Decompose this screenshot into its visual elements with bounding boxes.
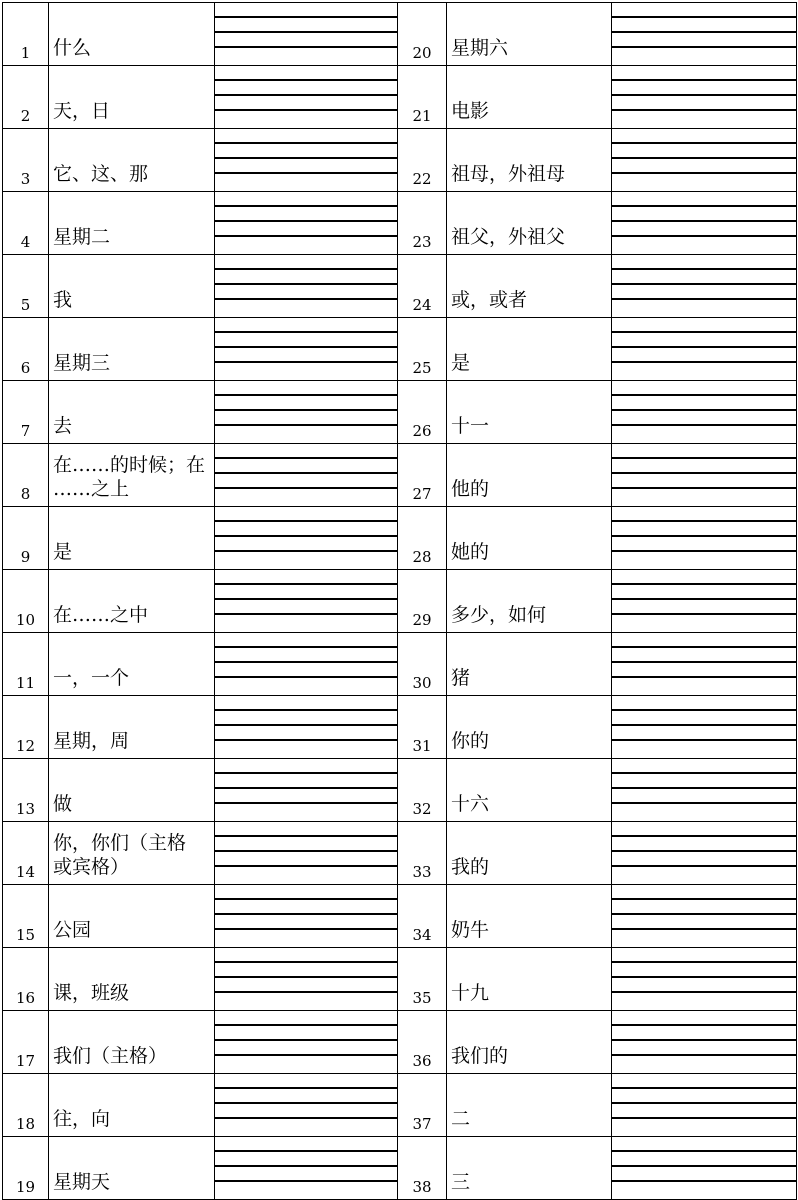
chinese-word: 多少，如何 xyxy=(447,570,612,633)
writing-line xyxy=(612,285,796,300)
item-number: 9 xyxy=(3,507,49,570)
answer-writing-area[interactable] xyxy=(612,507,797,570)
writing-line xyxy=(612,570,796,585)
writing-line xyxy=(612,930,796,945)
item-number: 22 xyxy=(398,129,447,192)
writing-line xyxy=(612,18,796,33)
writing-line xyxy=(612,363,796,378)
writing-line xyxy=(612,552,796,567)
writing-line xyxy=(215,1056,397,1071)
item-number: 1 xyxy=(3,3,49,66)
answer-writing-area[interactable] xyxy=(612,948,797,1011)
writing-line xyxy=(215,948,397,963)
chinese-word: 你的 xyxy=(447,696,612,759)
vocabulary-worksheet xyxy=(2,2,797,1200)
table-row xyxy=(3,822,797,885)
writing-line xyxy=(612,66,796,81)
table-row xyxy=(3,570,797,633)
chinese-word: 什么 xyxy=(49,3,215,66)
writing-line xyxy=(612,489,796,504)
chinese-word: 星期六 xyxy=(447,3,612,66)
writing-line xyxy=(215,159,397,174)
writing-line xyxy=(612,96,796,111)
writing-line xyxy=(612,300,796,315)
chinese-word: 十六 xyxy=(447,759,612,822)
answer-writing-area[interactable] xyxy=(215,507,398,570)
writing-line xyxy=(215,1074,397,1089)
item-number: 2 xyxy=(3,66,49,129)
answer-writing-area[interactable] xyxy=(215,3,398,66)
item-number: 28 xyxy=(398,507,447,570)
writing-line xyxy=(215,207,397,222)
writing-line xyxy=(612,255,796,270)
item-number: 31 xyxy=(398,696,447,759)
writing-line xyxy=(215,585,397,600)
chinese-word: 星期二 xyxy=(49,192,215,255)
writing-line xyxy=(612,837,796,852)
answer-writing-area[interactable] xyxy=(215,570,398,633)
writing-line xyxy=(215,804,397,819)
writing-line xyxy=(612,33,796,48)
writing-line xyxy=(215,285,397,300)
chinese-word: 二 xyxy=(447,1074,612,1137)
writing-line xyxy=(215,411,397,426)
writing-line xyxy=(612,759,796,774)
writing-line xyxy=(612,144,796,159)
answer-writing-area[interactable] xyxy=(215,129,398,192)
writing-line xyxy=(612,948,796,963)
writing-line xyxy=(215,300,397,315)
answer-writing-area[interactable] xyxy=(215,633,398,696)
answer-writing-area[interactable] xyxy=(215,318,398,381)
item-number: 26 xyxy=(398,381,447,444)
writing-line xyxy=(612,3,796,18)
writing-line xyxy=(612,474,796,489)
writing-line xyxy=(215,1011,397,1026)
answer-writing-area[interactable] xyxy=(612,129,797,192)
answer-writing-area[interactable] xyxy=(215,444,398,507)
chinese-word: 奶牛 xyxy=(447,885,612,948)
writing-line xyxy=(215,537,397,552)
answer-writing-area[interactable] xyxy=(612,1011,797,1074)
item-number: 3 xyxy=(3,129,49,192)
writing-line xyxy=(215,759,397,774)
chinese-word: 三 xyxy=(447,1137,612,1200)
writing-line xyxy=(612,600,796,615)
writing-line xyxy=(215,978,397,993)
writing-line xyxy=(612,381,796,396)
chinese-word: 公园 xyxy=(49,885,215,948)
chinese-word: 电影 xyxy=(447,66,612,129)
writing-line xyxy=(612,1041,796,1056)
chinese-word: 我们的 xyxy=(447,1011,612,1074)
item-number: 35 xyxy=(398,948,447,1011)
writing-line xyxy=(215,489,397,504)
writing-line xyxy=(612,522,796,537)
item-number: 14 xyxy=(3,822,49,885)
item-number: 38 xyxy=(398,1137,447,1200)
writing-line xyxy=(215,192,397,207)
writing-line xyxy=(215,1167,397,1182)
chinese-word: 祖母，外祖母 xyxy=(447,129,612,192)
writing-line xyxy=(215,81,397,96)
writing-line xyxy=(612,741,796,756)
writing-line xyxy=(612,237,796,252)
writing-line xyxy=(612,726,796,741)
table-row xyxy=(3,381,797,444)
writing-line xyxy=(612,822,796,837)
writing-line xyxy=(612,1011,796,1026)
writing-line xyxy=(215,459,397,474)
writing-line xyxy=(215,222,397,237)
writing-line xyxy=(215,444,397,459)
writing-line xyxy=(215,1119,397,1134)
chinese-word: 往，向 xyxy=(49,1074,215,1137)
chinese-word: 星期天 xyxy=(49,1137,215,1200)
writing-line xyxy=(215,1137,397,1152)
writing-line xyxy=(612,222,796,237)
item-number: 25 xyxy=(398,318,447,381)
answer-writing-area[interactable] xyxy=(215,1011,398,1074)
item-number: 16 xyxy=(3,948,49,1011)
item-number: 7 xyxy=(3,381,49,444)
writing-line xyxy=(215,726,397,741)
table-row xyxy=(3,444,797,507)
item-number: 17 xyxy=(3,1011,49,1074)
item-number: 29 xyxy=(398,570,447,633)
chinese-word: 祖父，外祖父 xyxy=(447,192,612,255)
writing-line xyxy=(215,396,397,411)
item-number: 32 xyxy=(398,759,447,822)
item-number: 10 xyxy=(3,570,49,633)
writing-line xyxy=(612,1137,796,1152)
chinese-word: 十九 xyxy=(447,948,612,1011)
item-number: 6 xyxy=(3,318,49,381)
answer-writing-area[interactable] xyxy=(612,318,797,381)
chinese-word: 一，一个 xyxy=(49,633,215,696)
chinese-word: 你，你们（主格 或宾格） xyxy=(49,822,215,885)
item-number: 12 xyxy=(3,696,49,759)
writing-line xyxy=(612,963,796,978)
item-number: 34 xyxy=(398,885,447,948)
writing-line xyxy=(612,1152,796,1167)
chinese-word: 十一 xyxy=(447,381,612,444)
writing-line xyxy=(215,1026,397,1041)
writing-line xyxy=(215,741,397,756)
answer-writing-area[interactable] xyxy=(612,570,797,633)
writing-line xyxy=(215,363,397,378)
chinese-word: 做 xyxy=(49,759,215,822)
answer-writing-area[interactable] xyxy=(612,3,797,66)
item-number: 27 xyxy=(398,444,447,507)
table-row xyxy=(3,696,797,759)
writing-line xyxy=(215,867,397,882)
writing-line xyxy=(612,426,796,441)
writing-line xyxy=(215,18,397,33)
table-row xyxy=(3,1011,797,1074)
answer-writing-area[interactable] xyxy=(612,1074,797,1137)
answer-writing-area[interactable] xyxy=(612,444,797,507)
writing-line xyxy=(612,978,796,993)
table-row xyxy=(3,1137,797,1200)
item-number: 11 xyxy=(3,633,49,696)
answer-writing-area[interactable] xyxy=(215,381,398,444)
chinese-word: 在……的时候；在 ……之上 xyxy=(49,444,215,507)
chinese-word: 她的 xyxy=(447,507,612,570)
table-row xyxy=(3,129,797,192)
writing-line xyxy=(612,789,796,804)
item-number: 33 xyxy=(398,822,447,885)
writing-line xyxy=(612,1167,796,1182)
writing-line xyxy=(215,648,397,663)
item-number: 5 xyxy=(3,255,49,318)
chinese-word: 我的 xyxy=(447,822,612,885)
item-number: 23 xyxy=(398,192,447,255)
writing-line xyxy=(215,129,397,144)
writing-line xyxy=(215,993,397,1008)
writing-line xyxy=(612,81,796,96)
writing-line xyxy=(612,270,796,285)
writing-line xyxy=(215,48,397,63)
writing-line xyxy=(215,774,397,789)
writing-line xyxy=(612,459,796,474)
writing-line xyxy=(215,318,397,333)
writing-line xyxy=(215,66,397,81)
writing-line xyxy=(612,696,796,711)
writing-line xyxy=(215,1182,397,1197)
answer-writing-area[interactable] xyxy=(612,255,797,318)
writing-line xyxy=(612,774,796,789)
table-row xyxy=(3,1074,797,1137)
writing-line xyxy=(215,915,397,930)
writing-line xyxy=(215,348,397,363)
item-number: 4 xyxy=(3,192,49,255)
writing-line xyxy=(612,192,796,207)
chinese-word: 去 xyxy=(49,381,215,444)
writing-line xyxy=(612,915,796,930)
writing-line xyxy=(612,507,796,522)
item-number: 37 xyxy=(398,1074,447,1137)
writing-line xyxy=(215,381,397,396)
writing-line xyxy=(215,474,397,489)
writing-line xyxy=(215,570,397,585)
writing-line xyxy=(612,129,796,144)
chinese-word: 课，班级 xyxy=(49,948,215,1011)
writing-line xyxy=(612,1119,796,1134)
answer-writing-area[interactable] xyxy=(215,948,398,1011)
answer-writing-area[interactable] xyxy=(612,381,797,444)
item-number: 13 xyxy=(3,759,49,822)
chinese-word: 他的 xyxy=(447,444,612,507)
answer-writing-area[interactable] xyxy=(612,822,797,885)
writing-line xyxy=(612,648,796,663)
writing-line xyxy=(612,207,796,222)
writing-line xyxy=(215,789,397,804)
answer-writing-area[interactable] xyxy=(612,696,797,759)
chinese-word: 是 xyxy=(49,507,215,570)
table-row xyxy=(3,885,797,948)
writing-line xyxy=(612,1026,796,1041)
item-number: 19 xyxy=(3,1137,49,1200)
writing-line xyxy=(612,585,796,600)
writing-line xyxy=(215,885,397,900)
writing-line xyxy=(215,1041,397,1056)
chinese-word: 我 xyxy=(49,255,215,318)
writing-line xyxy=(612,111,796,126)
table-row xyxy=(3,66,797,129)
writing-line xyxy=(612,804,796,819)
writing-line xyxy=(612,1056,796,1071)
writing-line xyxy=(612,633,796,648)
writing-line xyxy=(612,411,796,426)
table-row xyxy=(3,948,797,1011)
writing-line xyxy=(612,1182,796,1197)
writing-line xyxy=(215,852,397,867)
writing-line xyxy=(215,963,397,978)
item-number: 18 xyxy=(3,1074,49,1137)
writing-line xyxy=(612,1089,796,1104)
item-number: 8 xyxy=(3,444,49,507)
writing-line xyxy=(612,678,796,693)
chinese-word: 星期，周 xyxy=(49,696,215,759)
answer-writing-area[interactable] xyxy=(612,633,797,696)
answer-writing-area[interactable] xyxy=(612,759,797,822)
writing-line xyxy=(215,1104,397,1119)
chinese-word: 它、这、那 xyxy=(49,129,215,192)
writing-line xyxy=(215,711,397,726)
writing-line xyxy=(215,3,397,18)
writing-line xyxy=(612,993,796,1008)
table-row xyxy=(3,759,797,822)
writing-line xyxy=(215,930,397,945)
writing-line xyxy=(215,615,397,630)
answer-writing-area[interactable] xyxy=(215,822,398,885)
writing-line xyxy=(612,900,796,915)
writing-line xyxy=(612,159,796,174)
writing-line xyxy=(215,333,397,348)
writing-line xyxy=(215,696,397,711)
writing-line xyxy=(215,174,397,189)
writing-line xyxy=(612,885,796,900)
table-row xyxy=(3,633,797,696)
writing-line xyxy=(612,711,796,726)
chinese-word: 是 xyxy=(447,318,612,381)
writing-line xyxy=(215,255,397,270)
table-row xyxy=(3,255,797,318)
writing-line xyxy=(215,426,397,441)
answer-writing-area[interactable] xyxy=(612,885,797,948)
item-number: 24 xyxy=(398,255,447,318)
writing-line xyxy=(612,333,796,348)
answer-writing-area[interactable] xyxy=(215,1074,398,1137)
writing-line xyxy=(215,270,397,285)
writing-line xyxy=(215,96,397,111)
item-number: 36 xyxy=(398,1011,447,1074)
writing-line xyxy=(612,174,796,189)
writing-line xyxy=(215,900,397,915)
answer-writing-area[interactable] xyxy=(215,1137,398,1200)
answer-writing-area[interactable] xyxy=(612,1137,797,1200)
table-row xyxy=(3,507,797,570)
writing-line xyxy=(215,507,397,522)
writing-line xyxy=(215,111,397,126)
writing-line xyxy=(612,663,796,678)
item-number: 15 xyxy=(3,885,49,948)
worksheet-body xyxy=(3,3,797,1200)
chinese-word: 天，日 xyxy=(49,66,215,129)
chinese-word: 或，或者 xyxy=(447,255,612,318)
table-row xyxy=(3,3,797,66)
writing-line xyxy=(215,837,397,852)
writing-line xyxy=(215,33,397,48)
answer-writing-area[interactable] xyxy=(215,759,398,822)
chinese-word: 我们（主格） xyxy=(49,1011,215,1074)
writing-line xyxy=(215,522,397,537)
writing-line xyxy=(215,633,397,648)
table-row xyxy=(3,192,797,255)
chinese-word: 星期三 xyxy=(49,318,215,381)
writing-line xyxy=(215,144,397,159)
writing-line xyxy=(215,552,397,567)
answer-writing-area[interactable] xyxy=(612,66,797,129)
writing-line xyxy=(612,396,796,411)
answer-writing-area[interactable] xyxy=(215,696,398,759)
writing-line xyxy=(612,348,796,363)
item-number: 30 xyxy=(398,633,447,696)
writing-line xyxy=(612,1104,796,1119)
writing-line xyxy=(612,444,796,459)
answer-writing-area[interactable] xyxy=(215,66,398,129)
writing-line xyxy=(215,663,397,678)
writing-line xyxy=(215,1089,397,1104)
writing-line xyxy=(215,237,397,252)
writing-line xyxy=(215,600,397,615)
chinese-word: 猪 xyxy=(447,633,612,696)
writing-line xyxy=(612,318,796,333)
writing-line xyxy=(612,48,796,63)
writing-line xyxy=(612,537,796,552)
answer-writing-area[interactable] xyxy=(215,192,398,255)
writing-line xyxy=(612,867,796,882)
table-row xyxy=(3,318,797,381)
answer-writing-area[interactable] xyxy=(215,255,398,318)
writing-line xyxy=(612,615,796,630)
item-number: 21 xyxy=(398,66,447,129)
chinese-word: 在……之中 xyxy=(49,570,215,633)
answer-writing-area[interactable] xyxy=(612,192,797,255)
item-number: 20 xyxy=(398,3,447,66)
answer-writing-area[interactable] xyxy=(215,885,398,948)
writing-line xyxy=(215,1152,397,1167)
writing-line xyxy=(612,1074,796,1089)
writing-line xyxy=(612,852,796,867)
writing-line xyxy=(215,822,397,837)
writing-line xyxy=(215,678,397,693)
